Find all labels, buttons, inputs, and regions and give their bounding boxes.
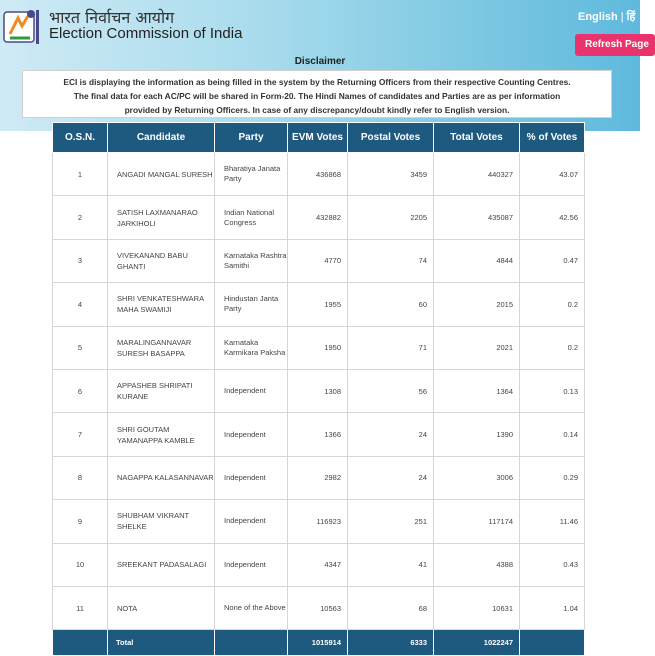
cell-party: None of the Above (215, 586, 288, 629)
cell-total: 2015 (434, 283, 520, 326)
cell-pct: 0.14 (520, 413, 585, 456)
cell-total: 440327 (434, 153, 520, 196)
cell-evm: 116923 (288, 500, 348, 543)
cell-evm: 1955 (288, 283, 348, 326)
cell-postal: 3459 (348, 153, 434, 196)
eci-hindi-name: भारत निर्वाचन आयोग (49, 8, 175, 27)
cell-total: 4844 (434, 239, 520, 282)
cell-total-pct-empty (520, 630, 585, 656)
cell-osn: 2 (53, 196, 108, 239)
cell-total: 1364 (434, 369, 520, 412)
table-row (53, 456, 585, 499)
cell-party: Karnataka Rashtra Samithi (215, 239, 288, 282)
col-header-candidate: Candidate (108, 123, 215, 153)
cell-osn: 5 (53, 326, 108, 369)
col-header-postal: Postal Votes (348, 123, 434, 153)
cell-candidate: NAGAPPA KALASANNAVAR (108, 456, 215, 499)
lang-separator: | (620, 11, 624, 23)
cell-pct: 0.43 (520, 543, 585, 586)
cell-osn: 3 (53, 239, 108, 282)
table-row (53, 283, 585, 326)
cell-total: 4388 (434, 543, 520, 586)
cell-postal: 68 (348, 586, 434, 629)
lang-hindi-link[interactable]: हिं (626, 11, 636, 23)
cell-party: Indian National Congress (215, 196, 288, 239)
table-row (53, 586, 585, 629)
cell-osn: 10 (53, 543, 108, 586)
cell-postal: 71 (348, 326, 434, 369)
cell-postal: 56 (348, 369, 434, 412)
table-total-row (53, 630, 585, 656)
cell-candidate: SREEKANT PADASALAGI (108, 543, 215, 586)
cell-postal: 24 (348, 413, 434, 456)
cell-party: Hindustan Janta Party (215, 283, 288, 326)
cell-evm: 4347 (288, 543, 348, 586)
cell-total: 117174 (434, 500, 520, 543)
cell-total-postal: 6333 (348, 630, 434, 656)
cell-osn: 6 (53, 369, 108, 412)
cell-pct: 0.13 (520, 369, 585, 412)
cell-evm: 2982 (288, 456, 348, 499)
cell-osn: 7 (53, 413, 108, 456)
cell-party: Independent (215, 456, 288, 499)
table-row (53, 196, 585, 239)
cell-candidate: APPASHEB SHRIPATI KURANE (108, 369, 215, 412)
cell-osn: 4 (53, 283, 108, 326)
disclaimer-line: The final data for each AC/PC will be shared in Form-20. The Hindi Names of candidates and Parties are as per information (73, 91, 561, 101)
cell-osn: 9 (53, 500, 108, 543)
cell-party: Independent (215, 369, 288, 412)
cell-party: Independent (215, 543, 288, 586)
cell-total: 3006 (434, 456, 520, 499)
table-row (53, 500, 585, 543)
cell-evm: 4770 (288, 239, 348, 282)
cell-party: Bharatiya Janata Party (215, 153, 288, 196)
cell-evm: 1308 (288, 369, 348, 412)
cell-total: 435087 (434, 196, 520, 239)
cell-postal: 251 (348, 500, 434, 543)
cell-party: Independent (215, 413, 288, 456)
cell-total: 2021 (434, 326, 520, 369)
cell-total-party-empty (215, 630, 288, 656)
cell-osn: 8 (53, 456, 108, 499)
cell-postal: 74 (348, 239, 434, 282)
cell-evm: 10563 (288, 586, 348, 629)
refresh-page-button[interactable]: Refresh Page (575, 34, 655, 56)
table-row (53, 326, 585, 369)
cell-candidate: SATISH LAXMANARAO JARKIHOLI (108, 196, 215, 239)
cell-osn: 1 (53, 153, 108, 196)
cell-postal: 60 (348, 283, 434, 326)
cell-party: Independent (215, 500, 288, 543)
cell-pct: 1.04 (520, 586, 585, 629)
cell-candidate: ANGADI MANGAL SURESH (108, 153, 215, 196)
eci-logo-icon (2, 4, 42, 50)
col-header-pct: % of Votes (520, 123, 585, 153)
results-table (52, 122, 585, 656)
cell-candidate: SHUBHAM VIKRANT SHELKE (108, 500, 215, 543)
cell-candidate: NOTA (108, 586, 215, 629)
cell-evm: 436868 (288, 153, 348, 196)
col-header-evm: EVM Votes (288, 123, 348, 153)
table-header-row (53, 123, 585, 153)
cell-pct: 43.07 (520, 153, 585, 196)
cell-pct: 0.47 (520, 239, 585, 282)
cell-party: Karnataka Karmikara Paksha (215, 326, 288, 369)
cell-postal: 41 (348, 543, 434, 586)
cell-total: 1390 (434, 413, 520, 456)
site-header (0, 0, 649, 131)
disclaimer-title: Disclaimer (294, 56, 346, 67)
cell-postal: 2205 (348, 196, 434, 239)
cell-osn: 11 (53, 586, 108, 629)
disclaimer-line: ECI is displaying the information as being filled in the system by the Returning Officers from their respective Counting Centres. (63, 77, 571, 87)
cell-pct: 0.2 (520, 283, 585, 326)
table-row (53, 369, 585, 412)
disclaimer-box (22, 70, 612, 118)
cell-postal: 24 (348, 456, 434, 499)
cell-candidate: SHRI VENKATESHWARA MAHA SWAMIJI (108, 283, 215, 326)
disclaimer-line: provided by Returning Officers. In case of any discrepancy/doubt kindly refer to English version. (124, 105, 510, 115)
lang-english-link[interactable]: English (578, 11, 618, 23)
cell-pct: 0.29 (520, 456, 585, 499)
eci-english-name: Election Commission of India (49, 25, 243, 42)
col-header-party: Party (215, 123, 288, 153)
cell-pct: 11.46 (520, 500, 585, 543)
cell-total-total: 1022247 (434, 630, 520, 656)
cell-total-label: Total (108, 630, 215, 656)
cell-candidate: SHRI GOUTAM YAMANAPPA KAMBLE (108, 413, 215, 456)
cell-total: 10631 (434, 586, 520, 629)
cell-pct: 42.56 (520, 196, 585, 239)
cell-pct: 0.2 (520, 326, 585, 369)
col-header-total: Total Votes (434, 123, 520, 153)
table-row (53, 239, 585, 282)
col-header-osn: O.S.N. (53, 123, 108, 153)
cell-evm: 432882 (288, 196, 348, 239)
table-row (53, 153, 585, 196)
language-switcher (578, 9, 635, 24)
cell-candidate: MARALINGANNAVAR SURESH BASAPPA (108, 326, 215, 369)
cell-candidate: VIVEKANAND BABU GHANTI (108, 239, 215, 282)
cell-total-evm: 1015914 (288, 630, 348, 656)
table-row (53, 543, 585, 586)
cell-total-empty (53, 630, 108, 656)
cell-evm: 1950 (288, 326, 348, 369)
cell-evm: 1366 (288, 413, 348, 456)
table-row (53, 413, 585, 456)
